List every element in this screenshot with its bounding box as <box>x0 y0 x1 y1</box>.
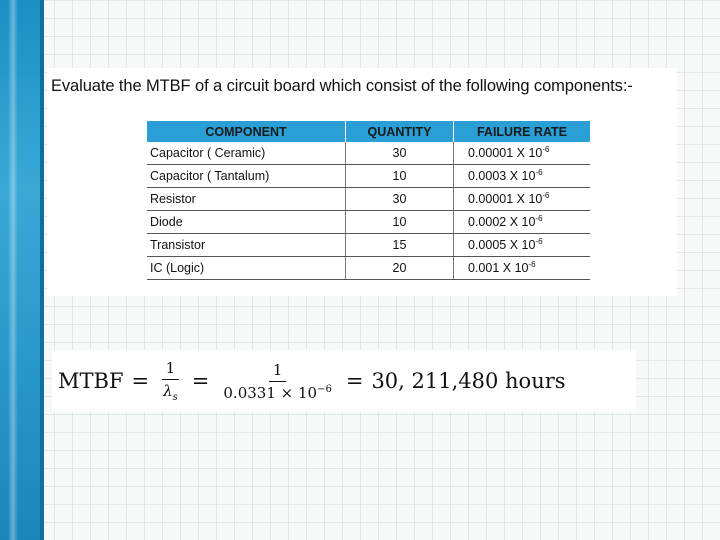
components-table <box>147 121 590 280</box>
table-row <box>147 188 590 211</box>
cell-failure-rate: 0.001 X $10^{-6}$ <box>454 257 591 280</box>
fraction-numerator: 1 <box>269 361 287 382</box>
cell-quantity: 30 <box>346 142 454 165</box>
formula-row <box>58 350 566 412</box>
header-failure-rate: FAILURE RATE <box>454 121 591 142</box>
cell-quantity: 15 <box>346 234 454 257</box>
cell-component: Transistor <box>147 234 346 257</box>
cell-component: IC (Logic) <box>147 257 346 280</box>
cell-quantity: 10 <box>346 165 454 188</box>
fraction-one-over-lambda <box>159 359 182 403</box>
cell-component: Capacitor ( Tantalum) <box>147 165 346 188</box>
cell-component: Diode <box>147 211 346 234</box>
fraction-one-over-total-rate <box>219 361 335 402</box>
table-row <box>147 257 590 280</box>
fraction-denominator: $\lambda_s$ <box>163 382 178 403</box>
side-accent-bar <box>0 0 44 540</box>
cell-failure-rate: 0.00001 X $10^{-6}$ <box>454 142 591 165</box>
header-component: COMPONENT <box>147 121 346 142</box>
cell-quantity: 10 <box>346 211 454 234</box>
fraction-denominator: $0.0331 \times 10^{-6}$ <box>223 383 332 402</box>
cell-failure-rate: 0.0005 X $10^{-6}$ <box>454 234 591 257</box>
cell-quantity: 30 <box>346 188 454 211</box>
table-row <box>147 165 590 188</box>
cell-quantity: 20 <box>346 257 454 280</box>
problem-statement: Evaluate the MTBF of a circuit board which consist of the following components:- <box>51 77 633 95</box>
cell-component: Capacitor ( Ceramic) <box>147 142 346 165</box>
cell-component: Resistor <box>147 188 346 211</box>
formula-lhs: MTBF <box>58 369 124 393</box>
header-quantity: QUANTITY <box>346 121 454 142</box>
table-row <box>147 211 590 234</box>
equals-sign: = <box>191 369 210 393</box>
mtbf-formula <box>52 350 636 412</box>
table-row <box>147 234 590 257</box>
equals-sign: = <box>131 369 150 393</box>
equals-sign: = <box>345 369 364 393</box>
formula-result: 30, 211,480 hours <box>371 369 566 393</box>
problem-card <box>47 68 677 296</box>
cell-failure-rate: 0.0002 X $10^{-6}$ <box>454 211 591 234</box>
table-header-row <box>147 121 590 142</box>
table-row <box>147 142 590 165</box>
cell-failure-rate: 0.00001 X $10^{-6}$ <box>454 188 591 211</box>
fraction-numerator: 1 <box>162 359 180 380</box>
cell-failure-rate: 0.0003 X $10^{-6}$ <box>454 165 591 188</box>
